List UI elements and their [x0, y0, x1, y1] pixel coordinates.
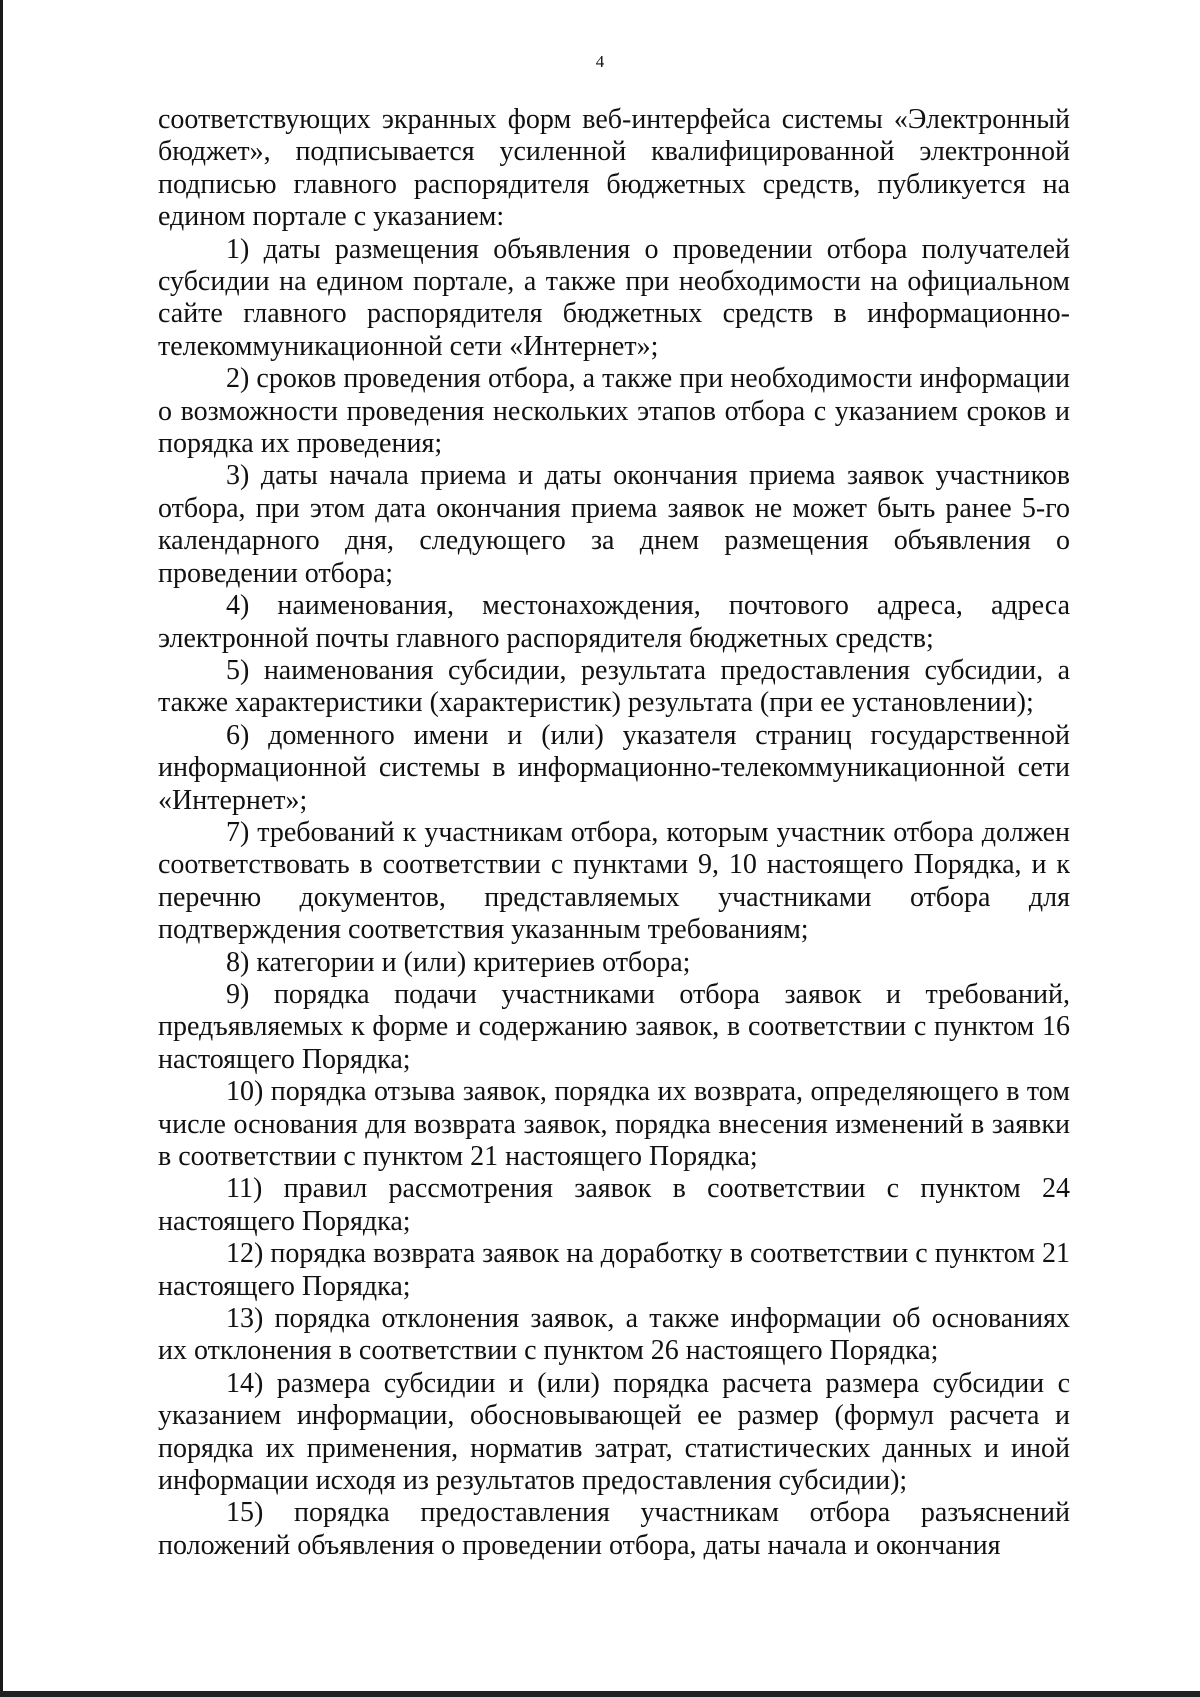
document-body — [158, 104, 1070, 1562]
list-item-8: 8) категории и (или) критериев отбора; — [226, 946, 691, 978]
list-item-13: 13) порядка отклонения заявок, а также информации об основаниях их отклонения в соответствии с пунктом 26 настоящего Порядка; — [158, 1303, 1070, 1367]
list-item-10: 10) порядка отзыва заявок, порядка их возврата, определяющего в том числе основания для возврата заявок, порядка внесения изменений в заявки в соответствии с пунктом 21 настоящего Порядка; — [158, 1076, 1070, 1172]
list-item-1: 1) даты размещения объявления о проведении отбора получателей субсидии на едином портале, а также при необходимости на официальном сайте главного распорядителя бюджетных средств в информационно-телекоммуникационной сети «Интернет»; — [158, 233, 1070, 362]
scan-edge-left — [0, 0, 3, 1697]
list-item-5: 5) наименования субсидии, результата предоставления субсидии, а также характеристики (характеристик) результата (при ее установлении); — [158, 654, 1070, 719]
list-item-6: 6) доменного имени и (или) указателя страниц государственной информационной системы в информационно-телекоммуникационной сети «Интернет»; — [158, 719, 1070, 816]
list-item-14: 14) размера субсидии и (или) порядка расчета размера субсидии с указанием информации, обосновывающей ее размер (формул расчета и порядка их применения, норматив затрат, статистических данных и иной информации исходя из результатов предоставления субсидии); — [158, 1367, 1070, 1497]
list-item-9: 9) порядка подачи участниками отбора заявок и требований, предъявляемых к форме и содержанию заявок, в соответствии с пунктом 16 настоящего Порядка; — [158, 978, 1070, 1075]
page-number: 4 — [595, 52, 605, 71]
list-item-2: 2) сроков проведения отбора, а также при необходимости информации о возможности проведения нескольких этапов отбора с указанием сроков и порядка их проведения; — [158, 363, 1070, 460]
scan-edge-bottom — [0, 1691, 1200, 1697]
paragraph-intro: соответствующих экранных форм веб-интерфейса системы «Электронный бюджет», подписывается усиленной квалифицированной электронной подписью главного распорядителя бюджетных средств, публикуется на едином портале с указанием: — [158, 104, 1070, 233]
list-item-3: 3) даты начала приема и даты окончания приема заявок участников отбора, при этом дата окончания приема заявок не может быть ранее 5-го календарного дня, следующего за днем размещения объявления о проведении отбора; — [158, 460, 1070, 589]
list-item-7: 7) требований к участникам отбора, которым участник отбора должен соответствовать в соответствии с пунктами 9, 10 настоящего Порядка, и к перечню документов, представляемых участниками отбора для подтверждения соответствия указанным требованиям; — [158, 816, 1070, 946]
list-item-11: 11) правил рассмотрения заявок в соответствии с пунктом 24 настоящего Порядка; — [158, 1173, 1070, 1237]
list-item-12: 12) порядка возврата заявок на доработку в соответствии с пунктом 21 настоящего Порядка; — [158, 1238, 1070, 1302]
list-item-4: 4) наименования, местонахождения, почтового адреса, адреса электронной почты главного распорядителя бюджетных средств; — [158, 590, 1070, 654]
list-item-15: 15) порядка предоставления участникам отбора разъяснений положений объявления о проведении отбора, даты начала и окончания — [158, 1497, 1070, 1561]
